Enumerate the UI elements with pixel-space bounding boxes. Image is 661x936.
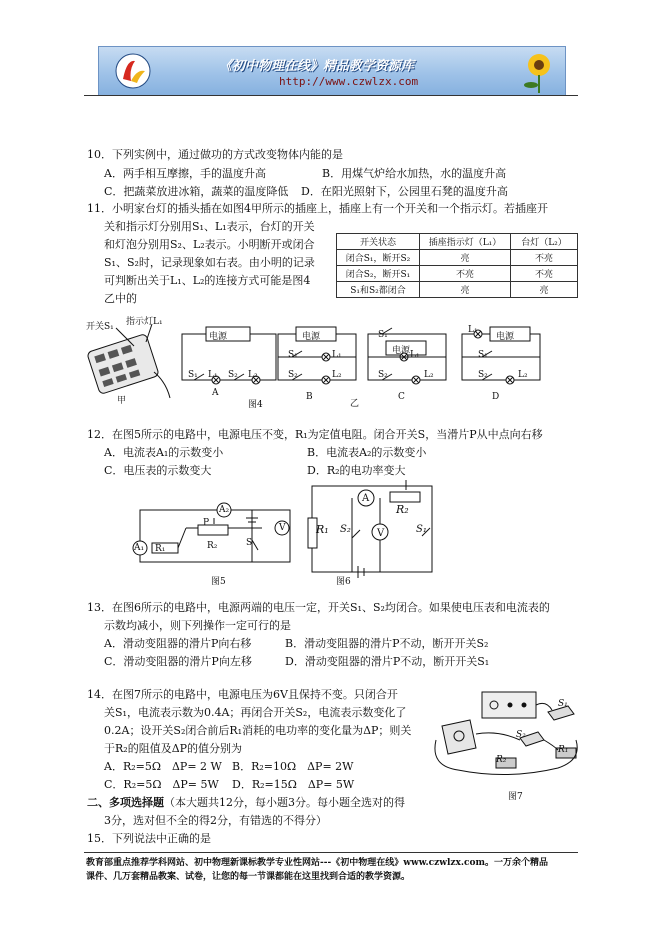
fig7-s1-label: S₁ [558,699,568,709]
q14-line2: 关S₁，电流表示数为0.4A；再闭合开关S₂，电流表示数变化了 [104,706,407,719]
q12-option-a: A．电流表A₁的示数变小 [104,446,224,459]
table-cell: S₁和S₂都闭合 [337,282,420,298]
fig4-c-power-label: 电源 [392,346,411,356]
switch-state-table [336,233,578,298]
q14-line1: 14．在图7所示的电路中，电源电压为6V且保持不变。只闭合开 [87,688,398,701]
table-header: 插座指示灯（L₁） [420,234,511,250]
q13-option-c: C．滑动变阻器的滑片P向左移 [104,655,252,668]
table-cell: 闭合S₁，断开S₂ [337,250,420,266]
q14-option-d: D．R₂=15Ω ΔP= 5W [232,778,355,791]
fig4-c-l2-label: L₂ [424,370,434,380]
fig7-r1-label: R₁ [558,745,569,755]
fig6-s1-label: S₁ [416,524,427,535]
fig4-yi-label: 乙 [350,399,360,409]
fig4-caption: 图4 [248,400,263,410]
q13-option-b: B．滑动变阻器的滑片P不动，断开开关S₂ [285,637,489,650]
fig7-caption: 图7 [508,792,523,802]
fig4-switch-label: 开关S₁ [86,322,114,332]
q15-stem: 15．下列说法中正确的是 [87,832,211,845]
fig4-b-s2-label: S₂ [288,370,298,380]
table-cell: 不亮 [420,266,511,282]
banner-url[interactable]: http://www.czwlzx.com [279,75,419,88]
table-cell: 亮 [511,282,578,298]
fig4-b-l1-label: L₁ [332,350,342,360]
table-row [337,266,578,282]
table-cell: 不亮 [511,266,578,282]
fig6-r2-label: R₂ [396,503,409,516]
sunflower-icon [509,49,563,93]
fig4-a-s2-label: S₂ [228,370,238,380]
q14-line3: 0.2A；设开关S₂闭合前后R₁消耗的电功率的变化量为ΔP；则关 [104,724,412,737]
q12-option-b: B．电流表A₂的示数变小 [307,446,427,459]
q10-option-b: B．用煤气炉给水加热，水的温度升高 [322,167,507,180]
q12-option-d: D．R₂的电功率变大 [307,464,406,477]
q10-stem: 10．下列实例中，通过做功的方式改变物体内能的是 [87,148,343,161]
logo-icon [113,51,153,91]
q10-option-a: A．两手相互摩擦，手的温度升高 [104,167,266,180]
section2-heading: 二、多项选择题 [87,796,164,809]
q11-line3: 和灯泡分别用S₂、L₂表示。小明断开或闭合 [104,238,315,251]
fig4-c-s1-label: S₁ [378,330,388,340]
fig5-v-label: V [279,523,286,533]
fig4-c-s2-label: S₂ [378,370,388,380]
figure-4 [86,312,586,412]
section2-line2: 3分，选对但不全的得2分，有错选的不得分） [104,814,327,827]
fig6-r1-label: R₁ [316,523,329,536]
fig4-a-l1-label: L₁ [208,370,218,380]
table-header: 台灯（L₂） [511,234,578,250]
fig4-jia-label: 甲 [117,396,127,406]
fig4-a-s1-label: S₁ [188,370,198,380]
q13-line1: 13．在图6所示的电路中，电源两端的电压一定，开关S₁、S₂均闭合。如果使电压表和电流表的 [87,601,550,614]
table-row [337,282,578,298]
q13-line2: 示数均减小，则下列操作一定可行的是 [104,619,291,632]
fig6-s2-label: S₂ [340,524,351,535]
q14-option-c: C．R₂=5Ω ΔP= 5W [104,778,219,791]
section2-line1 [87,796,405,810]
q14-line4: 于R₂的阻值及ΔP的值分别为 [104,742,243,755]
fig7-r2-label: R₂ [496,755,507,765]
q14-option-b: B．R₂=10Ω ΔP= 2W [232,760,354,773]
fig4-c-l1-label: L₁ [410,350,420,360]
q11-line2: 关和指示灯分别用S₁、L₁表示，台灯的开关 [104,220,315,233]
table-cell: 亮 [420,250,511,266]
fig4-option-b: B [306,392,313,402]
figure-5 [128,490,298,570]
fig5-p-label: P [203,518,210,528]
footer-divider [84,852,578,853]
fig4-a-power-label: 电源 [209,332,228,342]
fig4-d-s1-label: S₁ [478,350,488,360]
table-cell: 不亮 [511,250,578,266]
fig4-lamp-label: 指示灯L₁ [126,317,163,327]
q10-option-d: D．在阳光照射下，公园里石凳的温度升高 [301,185,508,198]
fig6-a-label: A [362,493,370,504]
fig5-caption: 图5 [211,577,226,587]
fig4-b-power-label: 电源 [302,332,321,342]
q12-stem: 12．在图5所示的电路中，电源电压不变，R₁为定值电阻。闭合开关S，当滑片P从中点向右移 [87,428,543,441]
q14-option-a: A．R₂=5Ω ΔP= 2 W [104,760,222,773]
site-banner [98,46,566,96]
footer-line2: 课件、几万套精品教案、试卷，让您的每一节课都能在这里找到合适的教学资源。 [86,872,411,882]
fig5-a1-label: A₁ [134,543,145,553]
fig7-s2-label: S₂ [516,730,526,740]
fig6-caption: 图6 [336,577,351,587]
q11-line6: 乙中的 [104,292,137,305]
fig5-s-label: S [246,538,253,548]
fig4-d-l1-label: L₁ [468,325,478,335]
q11-line1: 11．小明家台灯的插头插在如图4甲所示的插座上，插座上有一个开关和一个指示灯。若插座开 [87,202,548,215]
power-strip-drawing [87,324,170,398]
fig5-r1-label: R₁ [155,544,166,554]
fig4-a-l2-label: L₂ [248,370,258,380]
fig4-d-l2-label: L₂ [518,370,528,380]
q13-option-a: A．滑动变阻器的滑片P向右移 [104,637,252,650]
fig4-b-l2-label: L₂ [332,370,342,380]
banner-divider [84,95,578,96]
fig5-a2-label: A₂ [219,505,230,515]
fig4-option-a: A [212,388,219,398]
fig6-v-label: V [377,528,385,539]
table-header-row [337,234,578,250]
q11-line5: 可判断出关于L₁、L₂的连接方式可能是图4 [104,274,311,287]
q13-option-d: D．滑动变阻器的滑片P不动，断开开关S₁ [285,655,490,668]
fig4-d-power-label: 电源 [496,332,515,342]
fig4-b-s1-label: S₁ [288,350,298,360]
section2-rest: （本大题共12分，每小题3分。每小题全选对的得 [164,796,405,809]
fig4-option-d: D [492,392,500,402]
banner-title: 《初中物理在线》精品教学资源库 [219,59,415,74]
table-header: 开关状态 [337,234,420,250]
fig4-d-s2-label: S₂ [478,370,488,380]
q10-option-c: C．把蔬菜放进冰箱，蔬菜的温度降低 [104,185,289,198]
table-row [337,250,578,266]
table-cell: 闭合S₂，断开S₁ [337,266,420,282]
fig4-option-c: C [398,392,405,402]
footer-line1: 教育部重点推荐学科网站、初中物理新课标教学专业性网站---《初中物理在线》www.czwlzx.com。一万余个精品 [86,858,549,868]
table-cell: 亮 [420,282,511,298]
q12-option-c: C．电压表的示数变大 [104,464,212,477]
q11-line4: S₁、S₂时，记录现象如右表。由小明的记录 [104,256,315,269]
fig5-r2-label: R₂ [207,541,218,551]
